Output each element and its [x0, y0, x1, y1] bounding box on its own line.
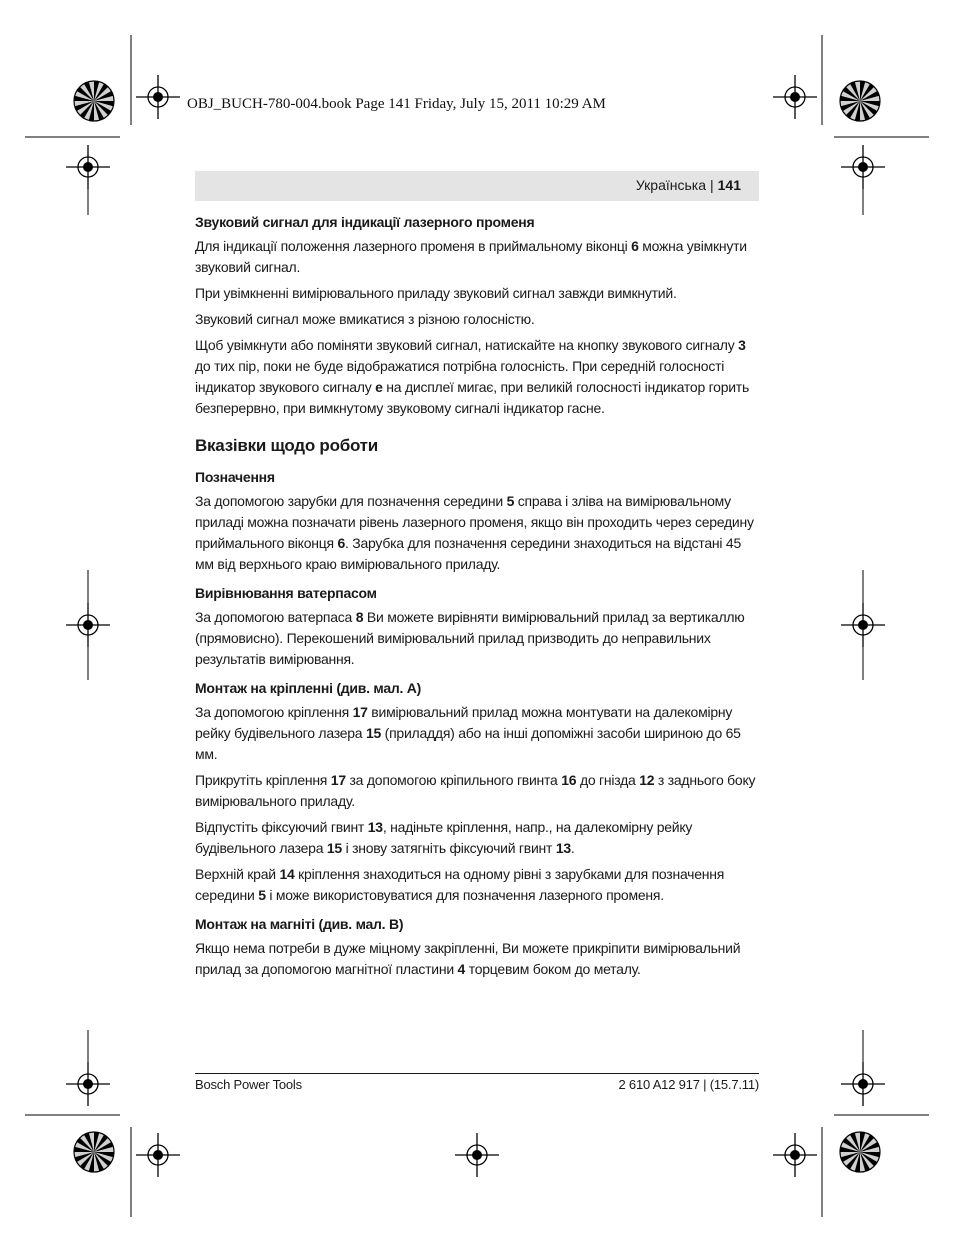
paragraph: Верхній край 14 кріплення знаходиться на одному рівні з зарубками для позначення середини 5 і може використовуватися для позначення лазерного променя. [195, 866, 725, 903]
paragraph: Якщо нема потреби в дуже міцному закріпленні, Ви можете прикріпити вимірювальний прилад за допомогою магнітної пластини 4 торцевим боком до металу. [195, 940, 741, 977]
header-language: Українська [635, 177, 706, 193]
page-content [195, 212, 760, 985]
mount-heading: Монтаж на кріпленні (див. мал. А) [195, 680, 422, 696]
paragraph: За допомогою кріплення 17 вимірювальний прилад можна монтувати на далекомірну рейку будівельного лазера 15 (приладдя) або на інші допоміжні засоби шириною до 65 мм. [195, 704, 741, 762]
paragraph: За допомогою ватерпаса 8 Ви можете вирівняти вимірювальний прилад за вертикаллю (прямовисно). Перекошений вимірювальний прилад призводить до неправильних результатів вимірювання. [195, 609, 745, 667]
paragraph: При увімкненні вимірювального приладу звуковий сигнал завжди вимкнутий. [195, 285, 677, 301]
paragraph: За допомогою зарубки для позначення середини 5 справа і зліва на вимірювальному приладі можна позначати рівень лазерного променя, якщо він проходить через середину приймального віконця 6. Зарубка для позначення середини знаходиться на відстані 45 мм від верхнього краю вимірювального приладу. [195, 493, 754, 572]
header-text [636, 177, 741, 193]
footer-rule [195, 1073, 759, 1074]
paragraph: Щоб увімкнути або поміняти звуковий сигнал, натискайте на кнопку звукового сигналу 3 до тих пір, поки не буде відображатися потрібна голосність. При середній голосності індикатор звукового сигналу e на дисплеї мигає, при великій голосності індикатор горить безперервно, при вимкнутому звуковому сигналі індикатор гасне. [195, 337, 750, 416]
sound-signal-heading: Звуковий сигнал для індикації лазерного променя [195, 214, 535, 230]
paragraph: Для індикації положення лазерного променя в приймальному віконці 6 можна увімкнути звуковий сигнал. [195, 238, 747, 275]
footer-doc-number: 2 610 A12 917 | (15.7.11) [618, 1077, 759, 1092]
section-title: Вказівки щодо роботи [195, 436, 378, 455]
page-number: 141 [717, 177, 741, 193]
paragraph: Звуковий сигнал може вмикатися з різною голосністю. [195, 311, 535, 327]
level-heading: Вирівнювання ватерпасом [195, 585, 377, 601]
magnet-heading: Монтаж на магніті (див. мал. B) [195, 916, 404, 932]
footer-brand: Bosch Power Tools [195, 1077, 302, 1092]
print-info: OBJ_BUCH-780-004.book Page 141 Friday, July 15, 2011 10:29 AM [187, 96, 606, 112]
paragraph: Прикрутіть кріплення 17 за допомогою кріпильного гвинта 16 до гнізда 12 з заднього боку вимірювального приладу. [195, 772, 756, 809]
page-header [195, 171, 759, 201]
paragraph: Відпустіть фіксуючий гвинт 13, надіньте кріплення, напр., на далекомірну рейку будівельного лазера 15 і знову затягніть фіксуючий гвинт 13. [195, 819, 693, 856]
header-separator: | [710, 177, 714, 193]
marking-heading: Позначення [195, 469, 275, 485]
